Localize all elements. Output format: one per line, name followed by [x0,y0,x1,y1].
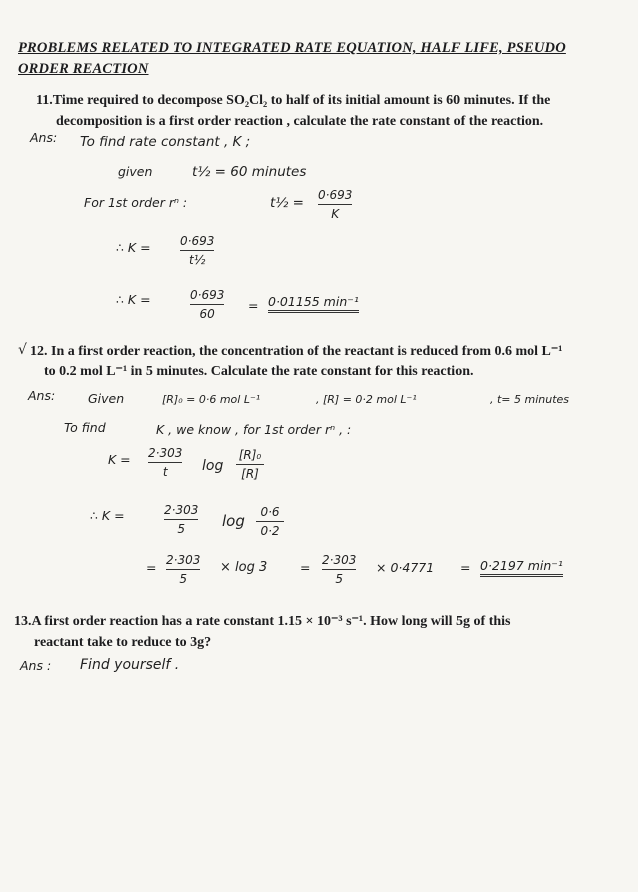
question-12-line-2: to 0.2 mol L⁻¹ in 5 minutes. Calculate the rate constant for this reaction. [44,364,474,379]
checkmark-icon: √ [18,342,27,358]
answer-11-given-label: given [118,164,153,179]
answer-12-r0: [R]₀ = 0·6 mol L⁻¹ [162,393,261,406]
fraction-bar [236,464,264,465]
fraction-bar [256,521,284,522]
answer-12-to-find: To find [64,420,106,435]
question-11-line-2: decomposition is a first order reaction , calculate the rate constant of the reaction. [56,114,544,129]
fraction-denominator: 60 [199,307,215,321]
answer-13-label: Ans : [20,658,52,673]
fraction-numerator: [R]₀ [238,448,262,462]
fraction-denominator: K [331,207,340,221]
answer-11-for-first-order: For 1st order rⁿ : [84,195,188,210]
fraction-numerator: 2·303 [166,553,201,567]
answer-12-f3-fraction-2 [322,553,356,586]
answer-12-given-label: Given [88,391,125,406]
answer-12-f1-lhs: K = [108,452,131,467]
answer-11-k2-fraction [190,288,224,321]
question-13-line-1: 13.A first order reaction has a rate constant 1.15 × 10⁻³ s⁻¹. How long will 5g of this [14,614,511,629]
question-12-line-1: 12. In a first order reaction, the concentration of the reactant is reduced from 0.6 mol L⁻¹ [30,344,563,359]
answer-11-k2-lhs: ∴ K = [116,292,151,307]
fraction-numerator: 0·693 [190,288,225,302]
answer-12-t: , t= 5 minutes [490,393,570,406]
answer-11-k2-equals: = [248,298,259,313]
heading-line-1: PROBLEMS RELATED TO INTEGRATED RATE EQUATION, HALF LIFE, PSEUDO [18,40,566,56]
fraction-numerator: 0·693 [318,188,353,202]
fraction-numerator: 0·693 [180,234,215,248]
fraction-bar [180,250,214,251]
answer-11-k-fraction [180,234,214,267]
answer-12-f2-log-fraction [256,505,284,538]
answer-12-f3-equals: = [146,560,157,575]
answer-13-text: Find yourself . [80,657,180,673]
answer-12-result: 0·2197 min⁻¹ [480,558,563,577]
fraction-numerator: 2·303 [148,446,183,460]
fraction-numerator: 2·303 [322,553,357,567]
fraction-bar [164,519,198,520]
answer-12-f1-fraction [148,446,182,479]
answer-12-f3-fraction [166,553,200,586]
answer-11-k-lhs: ∴ K = [116,240,151,255]
fraction-bar [190,304,224,305]
answer-11-label: Ans: [30,130,58,145]
answer-11-given-value: t½ = 60 minutes [192,164,307,180]
answer-12-f2-lhs: ∴ K = [90,508,125,523]
fraction-bar [166,569,200,570]
question-11-line-1: 11.Time required to decompose SO₂Cl₂ to half of its initial amount is 60 minutes. If the [36,93,551,108]
answer-11-result: 0·01155 min⁻¹ [268,294,359,313]
fraction-bar [322,569,356,570]
fraction-denominator: 5 [335,572,343,586]
answer-12-we-know: K , we know , for 1st order rⁿ , : [156,422,352,437]
answer-12-f2-log: log [222,512,245,530]
fraction-numerator: 0·6 [260,505,280,519]
fraction-denominator: [R] [241,467,259,481]
answer-12-r: , [R] = 0·2 mol L⁻¹ [316,393,417,406]
fraction-bar [148,462,182,463]
answer-12-f3-equals-2: = [300,560,311,575]
fraction-denominator: t½ [189,253,206,267]
answer-12-f1-log-fraction [236,448,264,481]
answer-11-t-half-lhs: t½ = [270,195,304,211]
fraction-numerator: 2·303 [164,503,199,517]
fraction-denominator: t [162,465,168,479]
answer-12-label: Ans: [28,388,56,403]
answer-12-f3-log: × log 3 [220,560,268,575]
answer-12-f2-fraction [164,503,198,536]
answer-11-to-find: To find rate constant , K ; [80,134,251,150]
fraction-bar [318,204,352,205]
fraction-denominator: 5 [177,522,185,536]
answer-11-t-half-fraction [318,188,352,221]
heading-line-2: ORDER REACTION [18,61,149,77]
answer-12-f3-equals-3: = [460,560,471,575]
question-13-line-2: reactant take to reduce to 3g? [34,635,212,650]
fraction-denominator: 0·2 [260,524,280,538]
answer-12-f1-log: log [202,458,224,474]
answer-12-f3-multiply: × 0·4771 [376,560,435,575]
fraction-denominator: 5 [179,572,187,586]
